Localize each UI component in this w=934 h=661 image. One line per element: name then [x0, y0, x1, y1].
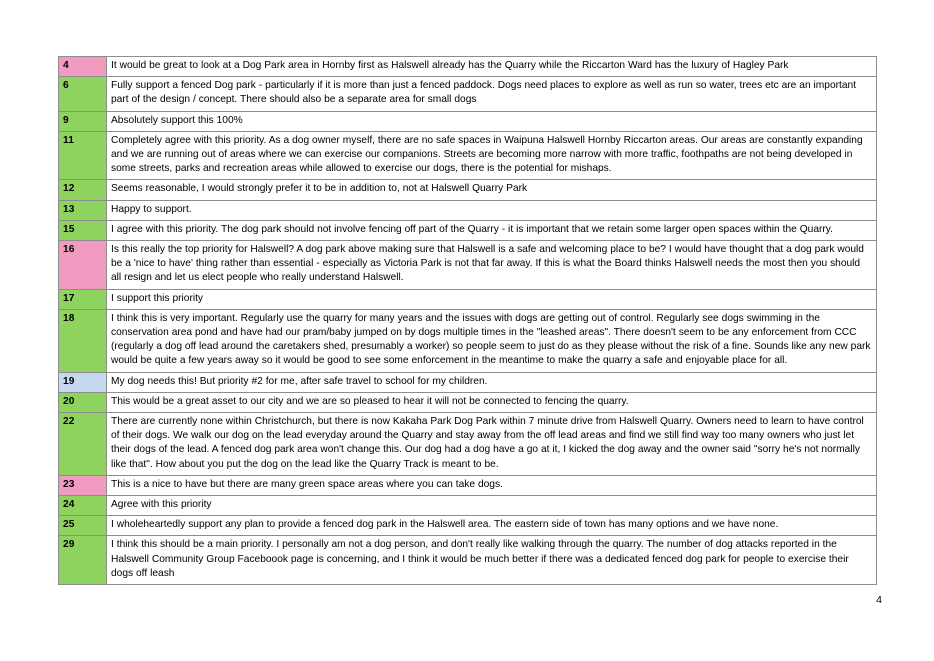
comment-id-cell: 29 [59, 536, 107, 585]
comment-id-cell: 23 [59, 475, 107, 495]
comment-text-cell: I think this should be a main priority. I personally am not a dog person, and don't really like walking through the quarry. The number of dog attacks reported in the Halswell Community Group Faceboook page is concerning, and I think it would be much better if there was a dedicated fenced dog park for people to exercise their dogs off leash [107, 536, 877, 585]
comment-text-cell: Completely agree with this priority. As a dog owner myself, there are no safe spaces in Waipuna Halswell Hornby Riccarton areas. Our areas are constantly expanding and we are running out of areas where we can exercise our companions. Streets are becoming more narrow with more traffic, foothpaths are not being developed in some streets, parks and recreation areas while allowed to exercise our dogs, there is the potential for mishaps. [107, 131, 877, 180]
comment-text-cell: I support this priority [107, 289, 877, 309]
comment-text-cell: There are currently none within Christchurch, but there is now Kakaha Park Dog Park within 7 minute drive from Halswell Quarry. Owners need to learn to have control of their dogs. We walk our dog on the lead everyday around the Quarry and stay away from the off lead areas and find we still find way too many owners who just let their dogs of the lead. A fenced dog park area won't change this. Our dog had a dog have a go at it, I kicked the dog away and the owner said "sorry he's not normally like that". How about you put the dog on the lead like the Quarry Track is meant to be. [107, 413, 877, 476]
table-row [59, 111, 877, 131]
comment-text-cell: Absolutely support this 100% [107, 111, 877, 131]
table-row [59, 180, 877, 200]
table-row [59, 77, 877, 111]
comment-text-cell: I think this is very important. Regularly use the quarry for many years and the issues with dogs are getting out of control. Regularly see dogs swimming in the conservation area pond and have had our pram/baby jumped on by dogs multiple times in the "leashed areas". There doesn't seem to be any enforcement from CCC (regularly a dog off lead around the caretakers shed, presumably a worker) so people seem to just do as they please without the risk of a fine. Sounds like any new park would be quite a few years away so it would be good to see some enforcement in the meantime to make the quarry a safe and enjoyable place for all. [107, 309, 877, 372]
comment-text-cell: It would be great to look at a Dog Park area in Hornby first as Halswell already has the Quarry while the Riccarton Ward has the luxury of Hagley Park [107, 57, 877, 77]
comment-text-cell: Agree with this priority [107, 496, 877, 516]
comment-id-cell: 25 [59, 516, 107, 536]
comment-id-cell: 11 [59, 131, 107, 180]
table-row [59, 200, 877, 220]
table-row [59, 475, 877, 495]
comment-text-cell: Happy to support. [107, 200, 877, 220]
comment-id-cell: 6 [59, 77, 107, 111]
table-row [59, 289, 877, 309]
table-row [59, 372, 877, 392]
comment-id-cell: 22 [59, 413, 107, 476]
comment-id-cell: 24 [59, 496, 107, 516]
comment-text-cell: This would be a great asset to our city and we are so pleased to hear it will not be connected to fencing the quarry. [107, 392, 877, 412]
comment-id-cell: 19 [59, 372, 107, 392]
comment-id-cell: 15 [59, 220, 107, 240]
table-row [59, 241, 877, 290]
table-row [59, 516, 877, 536]
table-row [59, 220, 877, 240]
table-row [59, 57, 877, 77]
comment-text-cell: Is this really the top priority for Halswell? A dog park above making sure that Halswell is a safe and welcoming place to be? I would have thought that a dog park would be a 'nice to have' thing rather than essential - especially as Victoria Park is not that far away. If this is what the Board thinks Halswell needs the most then you should all resign and let us elect people who really understand Halswell. [107, 241, 877, 290]
table-row [59, 536, 877, 585]
comment-id-cell: 4 [59, 57, 107, 77]
page-number: 4 [876, 594, 882, 606]
comment-id-cell: 9 [59, 111, 107, 131]
comment-text-cell: I wholeheartedly support any plan to provide a fenced dog park in the Halswell area. The eastern side of town has many options and we have none. [107, 516, 877, 536]
comments-table-body [59, 57, 877, 585]
comment-id-cell: 13 [59, 200, 107, 220]
comment-id-cell: 17 [59, 289, 107, 309]
table-row [59, 392, 877, 412]
comment-id-cell: 12 [59, 180, 107, 200]
comment-text-cell: This is a nice to have but there are many green space areas where you can take dogs. [107, 475, 877, 495]
table-row [59, 131, 877, 180]
comment-id-cell: 18 [59, 309, 107, 372]
comment-text-cell: My dog needs this! But priority #2 for me, after safe travel to school for my children. [107, 372, 877, 392]
comment-id-cell: 16 [59, 241, 107, 290]
table-row [59, 413, 877, 476]
comment-text-cell: Seems reasonable, I would strongly prefer it to be in addition to, not at Halswell Quarry Park [107, 180, 877, 200]
table-row [59, 496, 877, 516]
comment-text-cell: I agree with this priority. The dog park should not involve fencing off part of the Quarry - it is important that we retain some larger open spaces within the Quarry. [107, 220, 877, 240]
table-row [59, 309, 877, 372]
comment-text-cell: Fully support a fenced Dog park - particularly if it is more than just a fenced paddock. Dogs need places to explore as well as run so water, trees etc are an important part of the design / concept. There should also be a separate area for small dogs [107, 77, 877, 111]
comment-id-cell: 20 [59, 392, 107, 412]
comments-table [58, 56, 877, 585]
comments-table-container [58, 56, 876, 585]
